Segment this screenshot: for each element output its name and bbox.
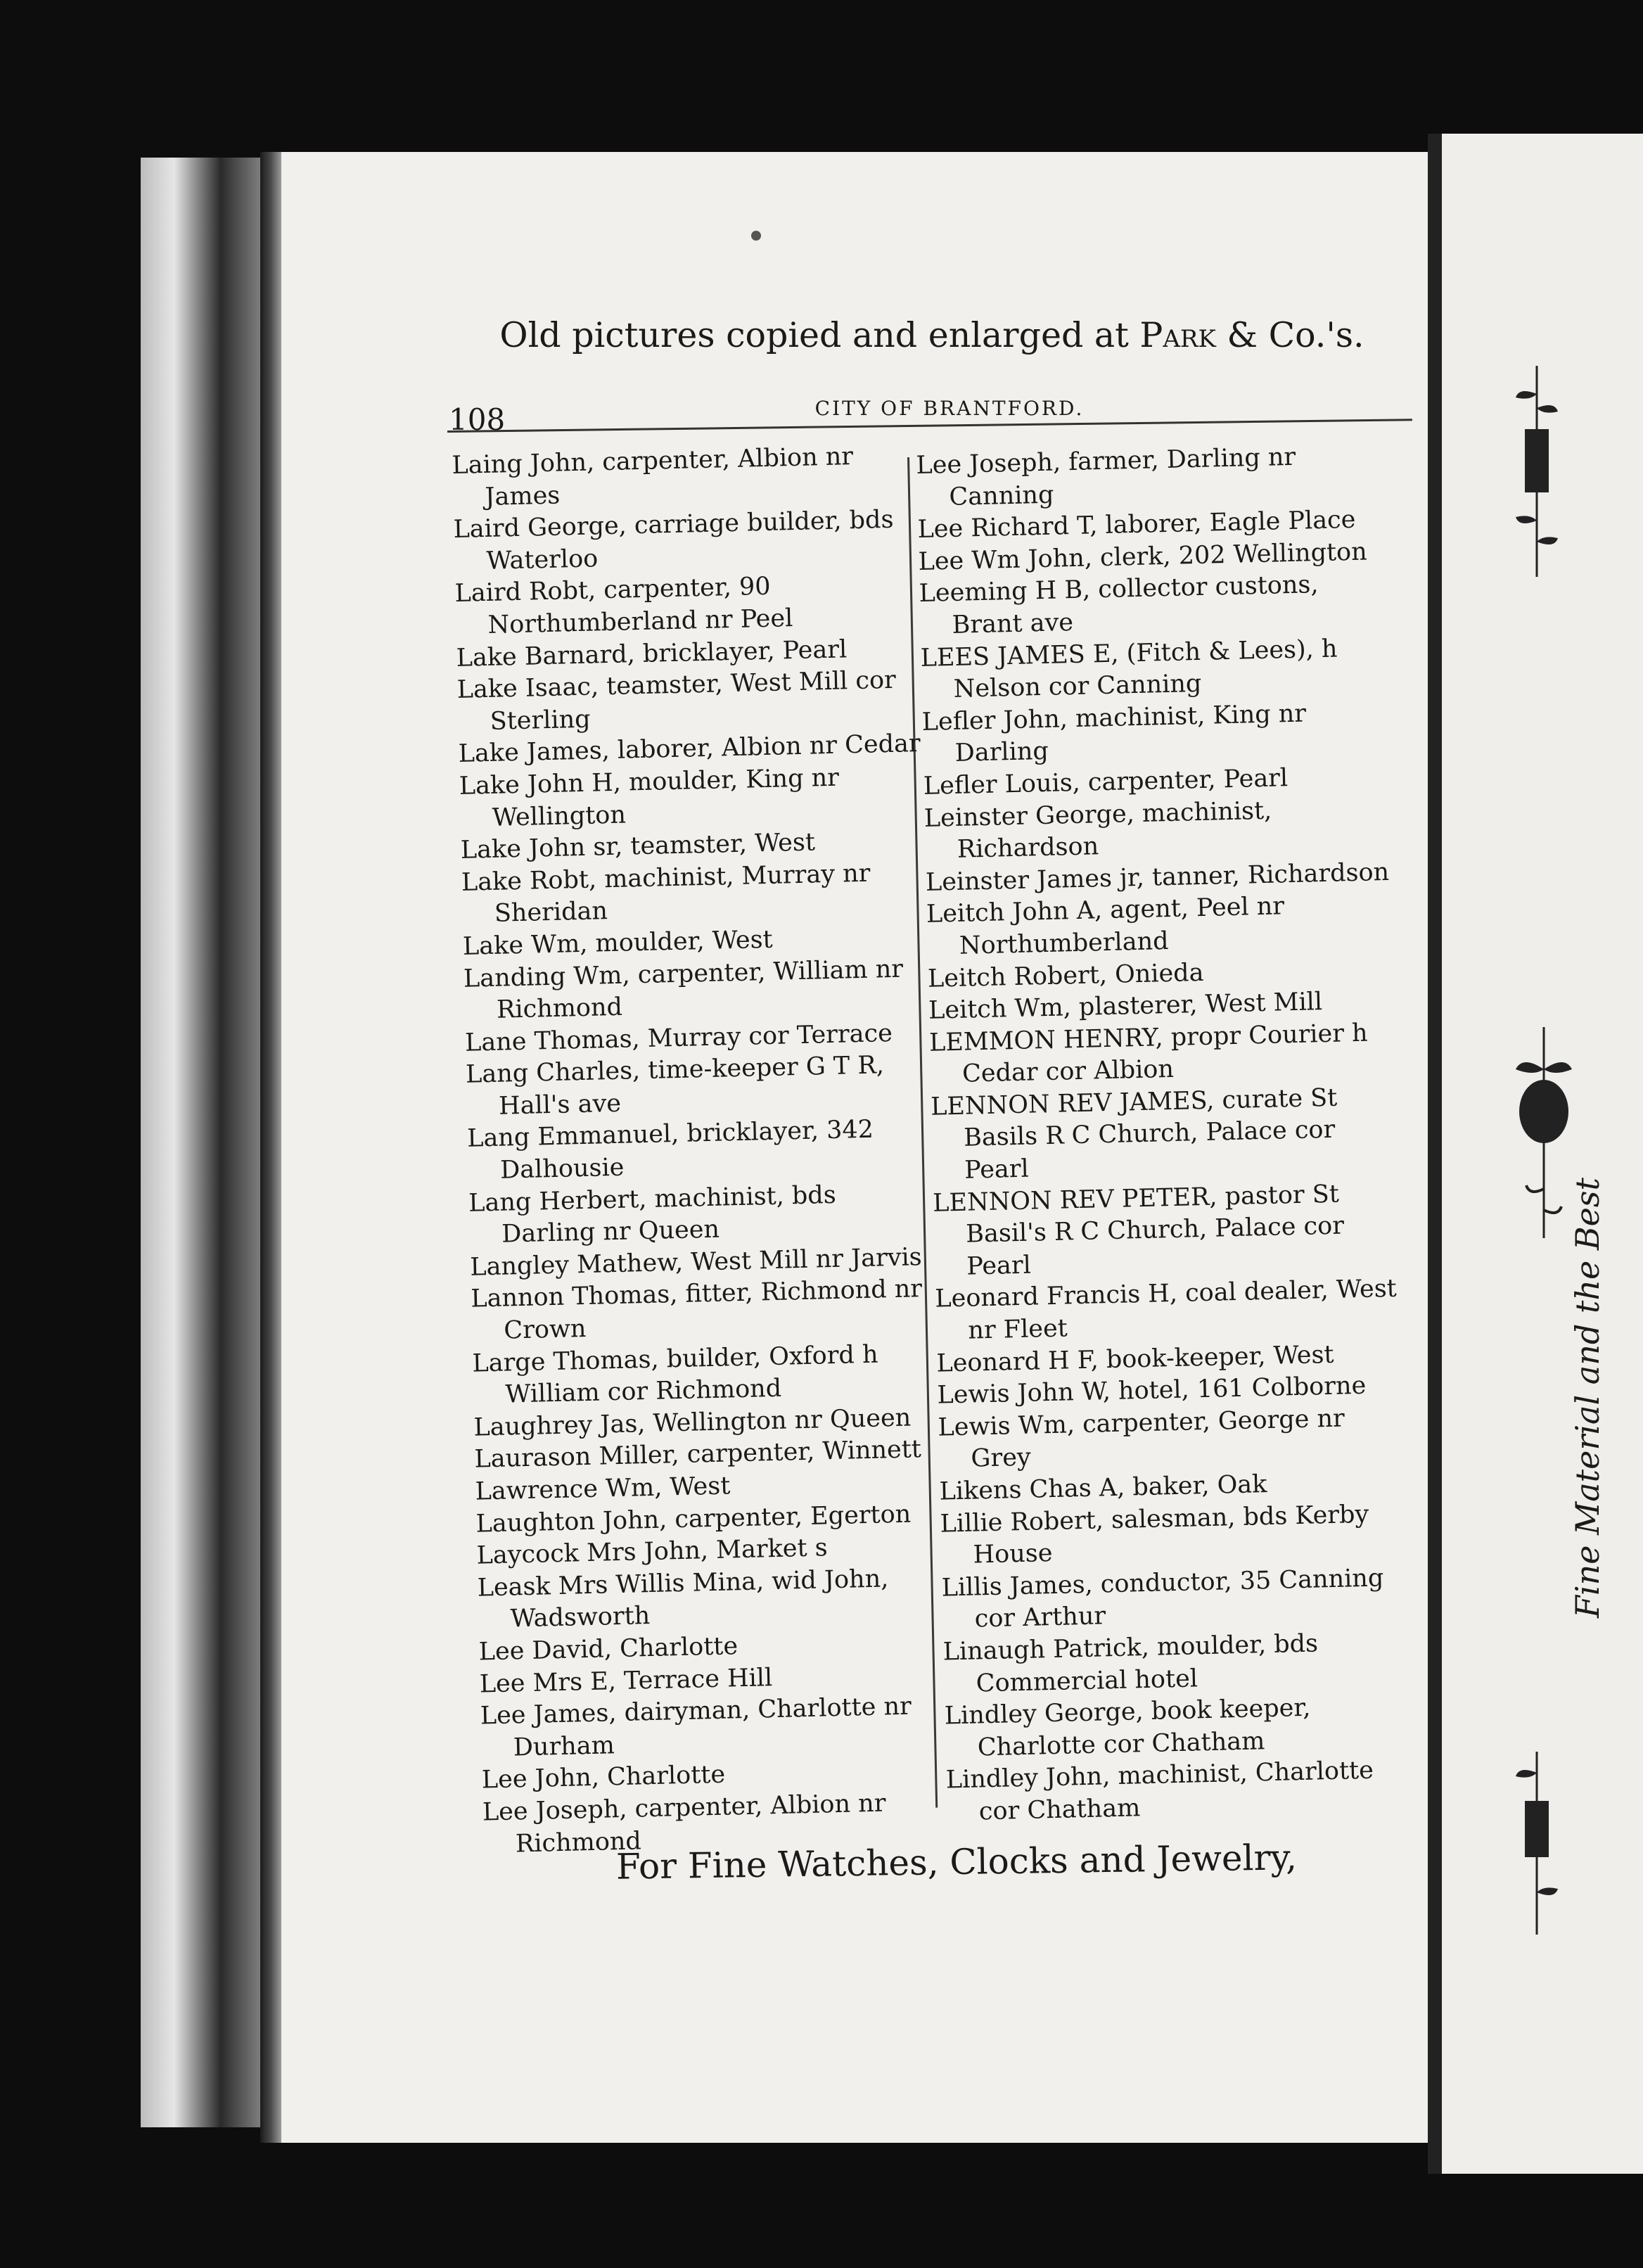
- directory-entry: Laughrey Jas, Wellington nr Queen: [473, 1403, 912, 1442]
- directory-entry: Leitch Wm, plasterer, West Mill: [928, 988, 1323, 1025]
- directory-entry: Lefler John, machinist, King nr Darling: [921, 699, 1307, 768]
- top-advertisement: [485, 315, 1379, 355]
- book-page-edges: [141, 158, 274, 2127]
- directory-entry: Laycock Mrs John, Market s: [476, 1534, 829, 1570]
- directory-entry: Lefler Louis, carpenter, Pearl: [923, 764, 1289, 801]
- directory-entry: Leeming H B, collector custons, Brant ave: [919, 571, 1319, 639]
- ink-speck: [751, 231, 761, 241]
- directory-entry: Lang Emmanuel, bricklayer, 342 Dalhousie: [466, 1116, 874, 1185]
- bottom-advertisement: For Fine Watches, Clocks and Jewelry,: [615, 1837, 1298, 1887]
- directory-entry: Lillie Robert, salesman, bds Kerby House: [940, 1500, 1369, 1569]
- directory-entry: Lewis John W, hotel, 161 Colborne: [937, 1372, 1367, 1410]
- directory-entry: Lake John H, moulder, King nr Wellington: [459, 763, 840, 832]
- directory-entry: LENNON REV PETER, pastor St Basil's R C Church, Palace cor Pearl: [932, 1180, 1345, 1281]
- directory-entry: Lake James, laborer, Albion nr Cedar: [458, 730, 921, 769]
- ad-firm-name: Park: [1139, 315, 1216, 355]
- directory-entry: Landing Wm, carpenter, William nr Richmond: [463, 955, 904, 1024]
- ad-text-after: & Co.'s.: [1215, 315, 1364, 355]
- directory-entry: Laird George, carriage builder, bds Waterloo: [453, 505, 894, 575]
- directory-entry: Laughton John, carpenter, Egerton: [475, 1500, 912, 1538]
- directory-entry: Leitch John A, agent, Peel nr Northumberland: [926, 892, 1285, 960]
- directory-entry: Laurason Miller, carpenter, Winnett: [474, 1435, 922, 1474]
- directory-entry: Lake Barnard, bricklayer, Pearl: [456, 635, 848, 673]
- floral-ornament-bottom-icon: [1512, 1752, 1561, 1935]
- directory-entry: Lang Charles, time-keeper G T R, Hall's ave: [465, 1051, 885, 1121]
- directory-entry: Lee James, dairyman, Charlotte nr Durham: [480, 1692, 912, 1762]
- running-head: CITY OF BRANTFORD.: [814, 397, 1085, 420]
- directory-entry: Leonard H F, book-keeper, West: [936, 1340, 1334, 1378]
- ad-text-before: Old pictures copied and enlarged at: [499, 315, 1140, 355]
- directory-entry: Leinster George, machinist, Richardson: [923, 796, 1272, 864]
- directory-entry: Likens Chas A, baker, Oak: [939, 1470, 1267, 1506]
- directory-entry: Leonard Francis H, coal dealer, West nr Fleet: [934, 1275, 1398, 1345]
- directory-entry: Lake Robt, machinist, Murray nr Sheridan: [461, 859, 871, 929]
- directory-entry: Large Thomas, builder, Oxford h William cor Richmond: [472, 1340, 878, 1409]
- directory-entry: Leinster James jr, tanner, Richardson: [925, 858, 1390, 897]
- directory-entry: Lee Wm John, clerk, 202 Wellington: [918, 537, 1368, 576]
- directory-entry: Leitch Robert, Onieda: [927, 958, 1204, 993]
- directory-entry: Lee Joseph, farmer, Darling nr Canning: [916, 442, 1296, 511]
- directory-entry: Lang Herbert, machinist, bds Darling nr Queen: [468, 1180, 837, 1249]
- directory-entry: Laird Robt, carpenter, 90 Northumberland nr Peel: [454, 573, 793, 639]
- left-column: [452, 440, 947, 1861]
- directory-entry: Lillis James, conductor, 35 Canning cor Arthur: [941, 1564, 1384, 1633]
- directory-entry: Lindley George, book keeper, Charlotte cor Chatham: [944, 1693, 1311, 1762]
- directory-entry: LEES JAMES E, (Fitch & Lees), h Nelson cor Canning: [920, 635, 1338, 704]
- directory-entry: LENNON REV JAMES, curate St Basils R C Church, Palace cor Pearl: [930, 1083, 1338, 1185]
- floral-ornament-icon: [1512, 366, 1561, 577]
- directory-entry: Laing John, carpenter, Albion nr James: [452, 442, 854, 511]
- directory-entry: Lee Richard T, laborer, Eagle Place: [917, 506, 1356, 544]
- directory-entry: Lindley John, machinist, Charlotte cor Chatham: [945, 1757, 1374, 1826]
- directory-entry: Lee John, Charlotte: [481, 1761, 726, 1795]
- page-number: 108: [449, 402, 506, 437]
- page-gutter: [260, 152, 281, 2143]
- directory-entry: Lake Wm, moulder, West: [462, 925, 774, 961]
- right-column: [916, 440, 1411, 1829]
- directory-entry: Lee Mrs E, Terrace Hill: [479, 1663, 773, 1699]
- directory-entry: Lee Joseph, carpenter, Albion nr Richmond: [482, 1789, 886, 1858]
- directory-entry: Linaugh Patrick, moulder, bds Commercial hotel: [942, 1629, 1319, 1698]
- directory-entry: Langley Mathew, West Mill nr Jarvis: [469, 1242, 923, 1282]
- page-fold-shadow: [1428, 134, 1442, 2174]
- directory-entry: LEMMON HENRY, propr Courier h Cedar cor Albion: [928, 1019, 1369, 1089]
- directory-entry: Lawrence Wm, West: [475, 1472, 731, 1506]
- eagle-ornament-icon: [1512, 1027, 1575, 1238]
- directory-entry: Lake Isaac, teamster, West Mill cor Sterling: [456, 665, 897, 736]
- directory-entry: Lewis Wm, carpenter, George nr Grey: [938, 1404, 1345, 1473]
- directory-entry: Lannon Thomas, fitter, Richmond nr Crown: [470, 1275, 923, 1345]
- directory-entry: Lane Thomas, Murray cor Terrace: [464, 1019, 893, 1057]
- directory-entry: Leask Mrs Willis Mina, wid John, Wadsworth: [477, 1565, 889, 1633]
- directory-entry: Lake John sr, teamster, West: [460, 828, 816, 865]
- directory-entry: Lee David, Charlotte: [478, 1632, 739, 1667]
- vertical-advertisement: Fine Material and the Best: [1568, 1178, 1606, 1618]
